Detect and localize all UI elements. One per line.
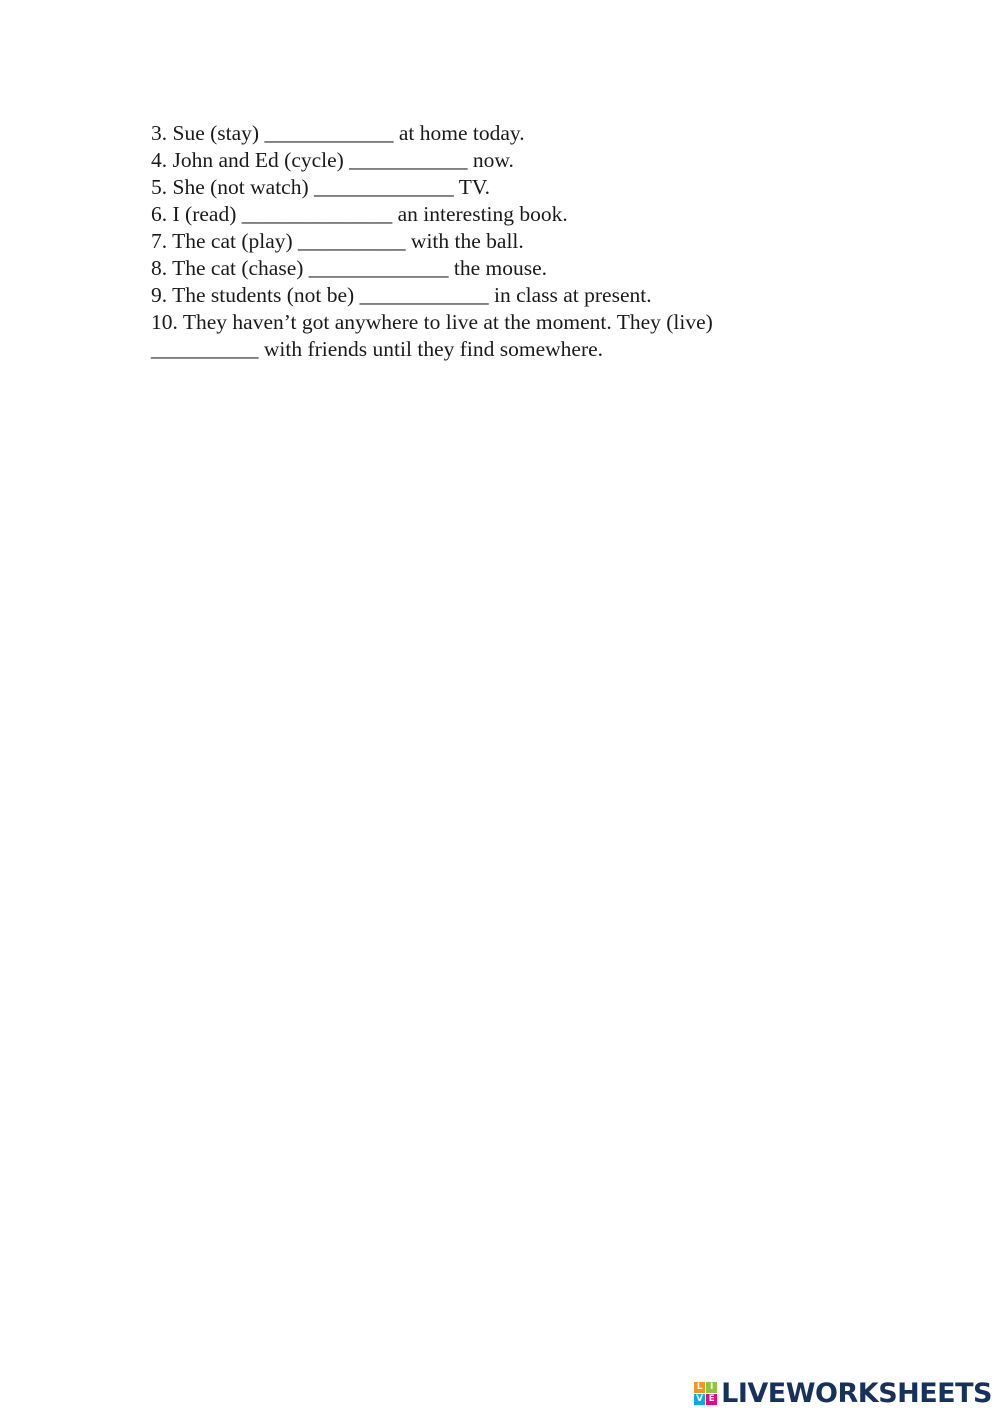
logo-mark-letter-e: E (706, 1394, 717, 1405)
logo-mark-letter-l: L (694, 1382, 705, 1393)
exercise-item-5: 5. She (not watch) _____________ TV. (151, 175, 491, 199)
exercise-item-8: 8. The cat (chase) _____________ the mouse. (151, 256, 548, 280)
exercise-item-9: 9. The students (not be) ____________ in class at present. (151, 283, 652, 307)
logo-mark-letter-i: I (706, 1382, 717, 1393)
exercise-item-6: 6. I (read) ______________ an interesting book. (151, 202, 568, 226)
exercise-item-10-line-2: __________ with friends until they find somewhere. (151, 337, 604, 361)
exercise-item-3: 3. Sue (stay) ____________ at home today. (151, 121, 525, 145)
exercise-item-4: 4. John and Ed (cycle) ___________ now. (151, 148, 514, 172)
exercise-item-10-line-1: 10. They haven’t got anywhere to live at the moment. They (live) (151, 310, 713, 334)
logo-mark-letter-v: V (694, 1394, 705, 1405)
liveworksheets-mark-icon (694, 1382, 717, 1405)
exercise-item-7: 7. The cat (play) __________ with the ball. (151, 229, 524, 253)
liveworksheets-wordmark: LIVEWORKSHEETS (721, 1378, 992, 1409)
exercise-list (151, 120, 831, 363)
liveworksheets-logo (694, 1378, 992, 1409)
